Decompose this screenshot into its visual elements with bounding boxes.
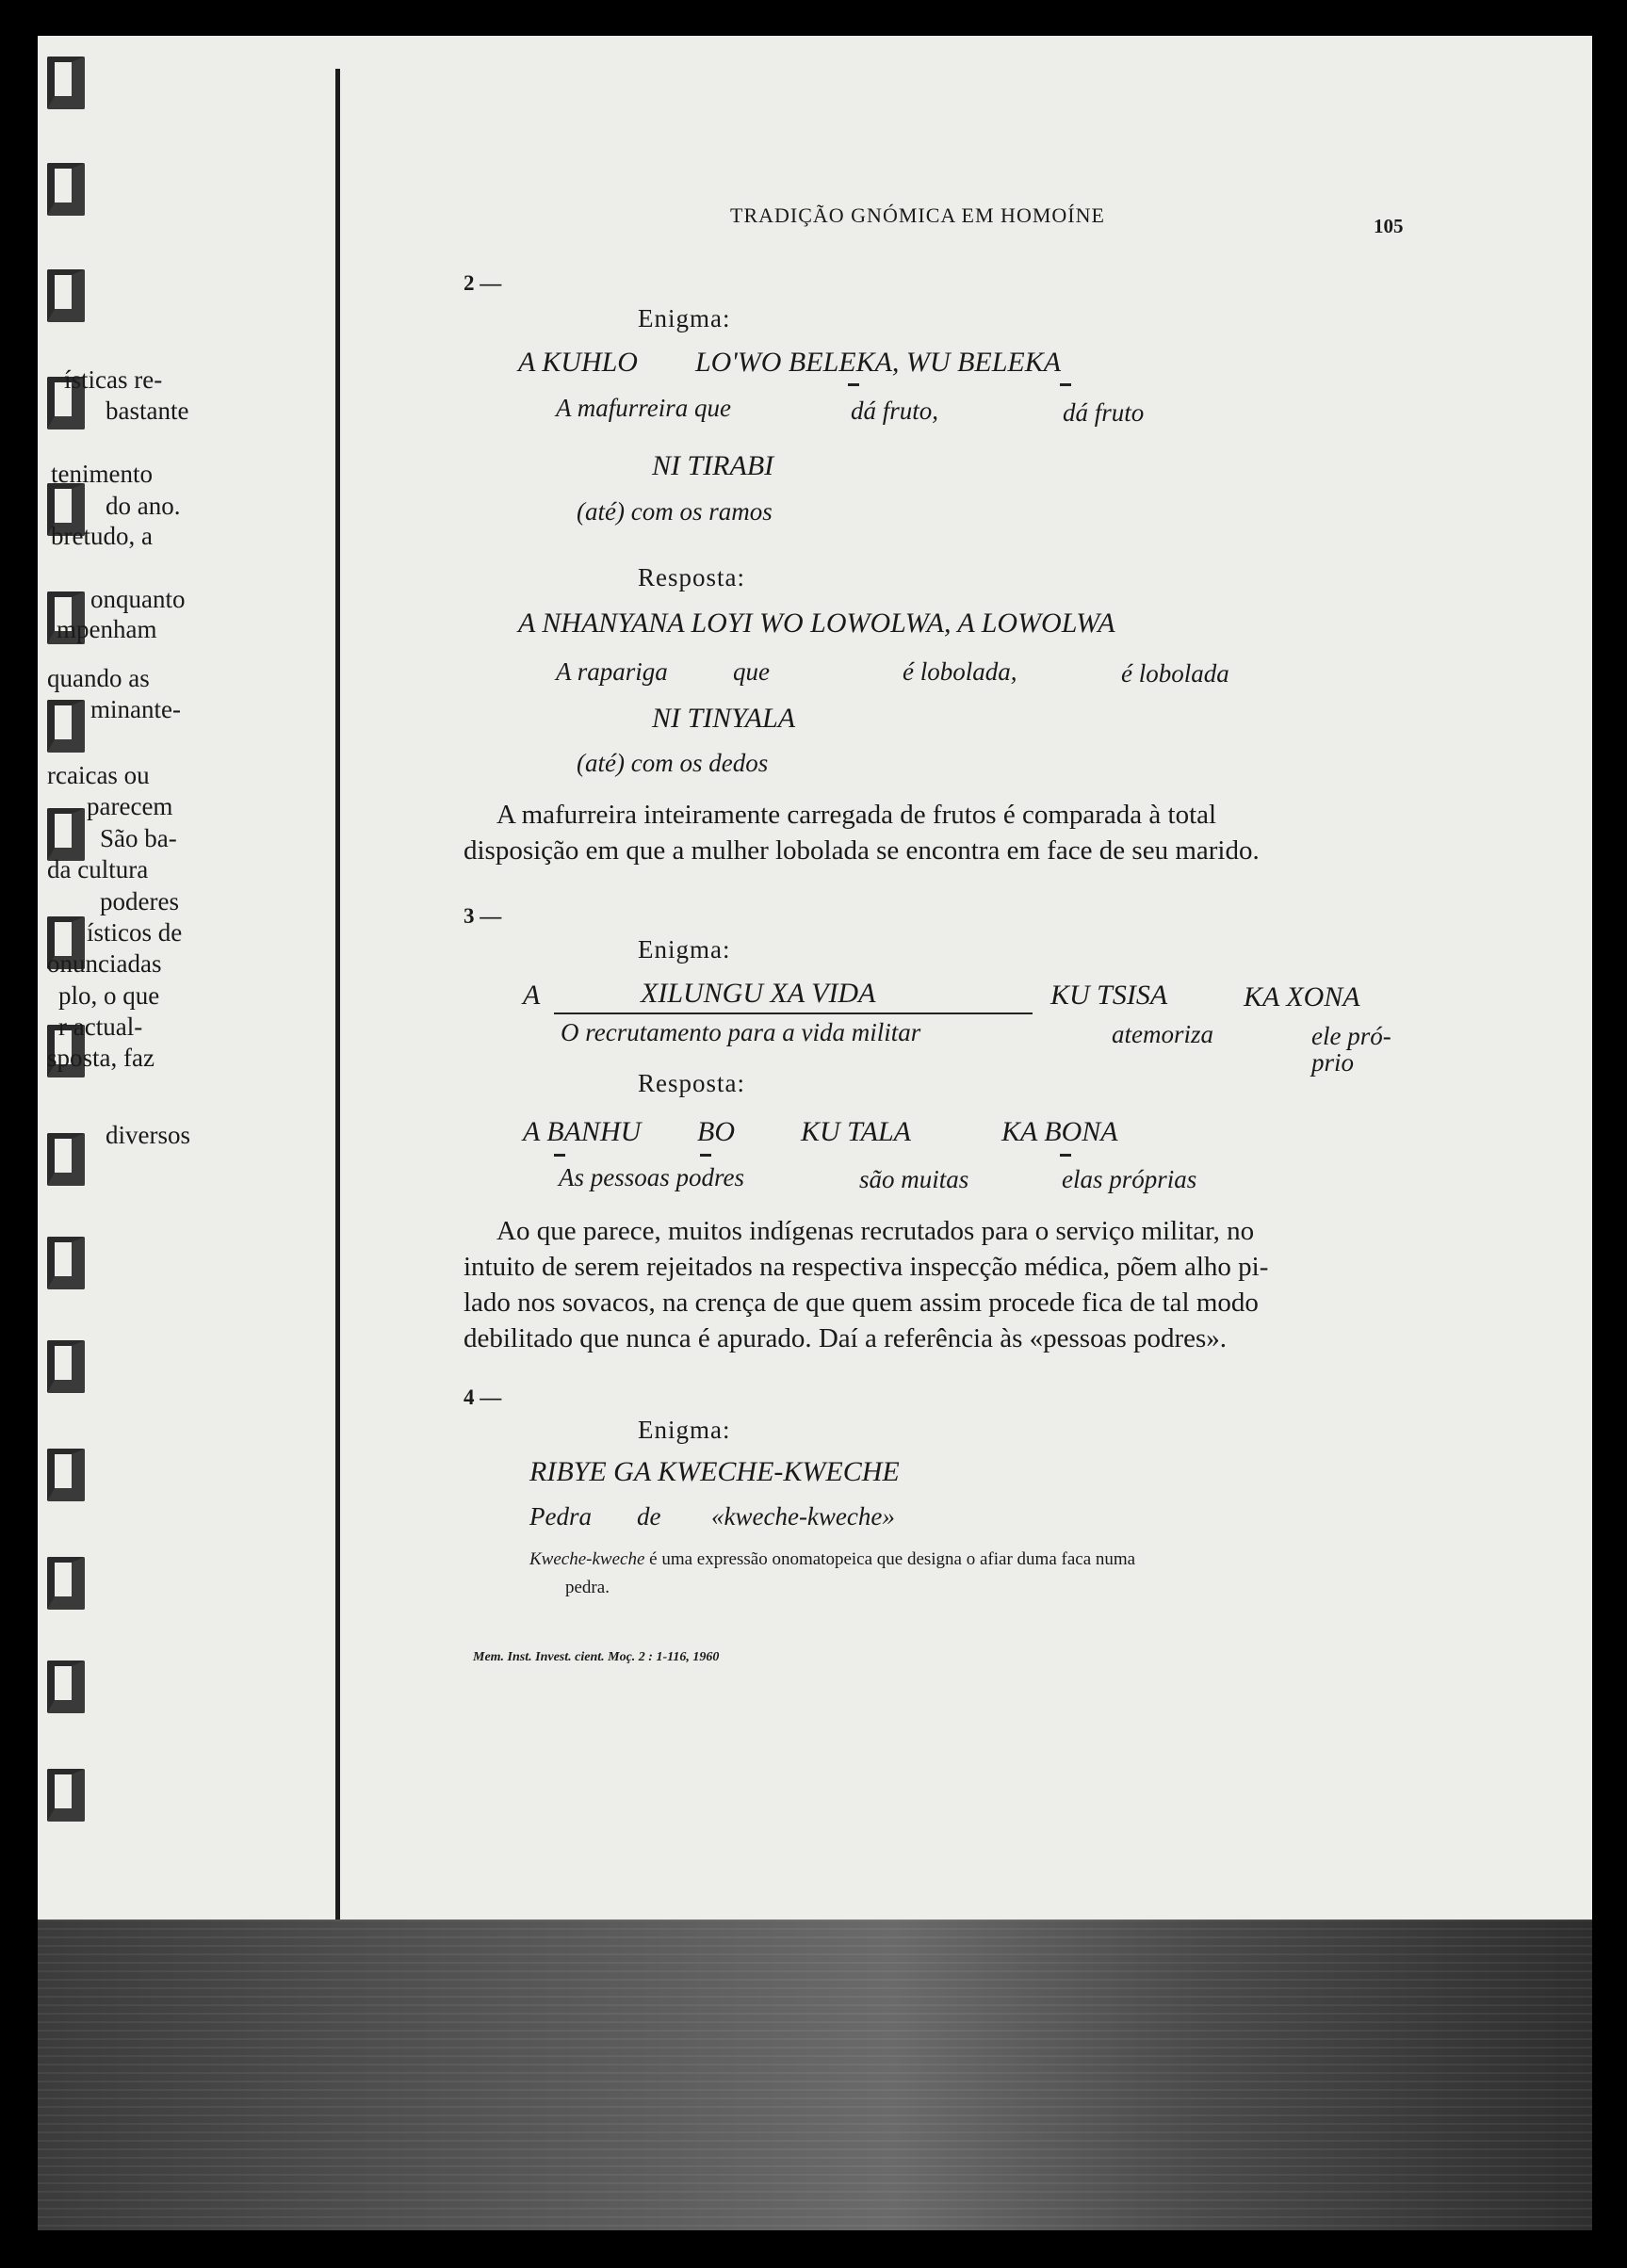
left-fragment: mpenham <box>57 615 157 643</box>
macron-mark <box>848 383 859 386</box>
underline-rule <box>554 1012 1033 1014</box>
binding-clip-icon <box>47 700 85 753</box>
left-fragment: rcaicas ou <box>47 761 150 789</box>
enigma-text: XILUNGU XA VIDA <box>641 978 876 1009</box>
macron-mark <box>554 1154 565 1157</box>
page-number: 105 <box>1374 215 1404 237</box>
commentary-line: debilitado que nunca é apurado. Daí a referência às «pessoas podres». <box>464 1323 1228 1353</box>
binding-clip-icon <box>47 57 85 109</box>
enigma-text: LO'WO BELEKA, WU BELEKA <box>695 347 1062 378</box>
binding-clip-icon <box>47 1660 85 1713</box>
binding-clip-icon <box>47 1557 85 1610</box>
translation-text: prio <box>1311 1048 1355 1077</box>
left-fragment: diversos <box>106 1121 190 1149</box>
macron-mark <box>1060 1154 1071 1157</box>
running-header: TRADIÇÃO GNÓMICA EM HOMOÍNE <box>730 203 1105 227</box>
left-fragment: ísticos de <box>87 918 183 947</box>
left-fragment: minante- <box>90 695 181 723</box>
enigma-label: Enigma: <box>638 1416 731 1444</box>
translation-text: que <box>733 657 770 686</box>
translation-text: (até) com os dedos <box>577 749 769 777</box>
translation-text: elas próprias <box>1062 1165 1197 1193</box>
binding-clip-icon <box>47 163 85 216</box>
translation-text: dá fruto <box>1063 398 1145 427</box>
translation-text: Pedra <box>529 1502 592 1531</box>
binding-clip-icon <box>47 1133 85 1186</box>
resposta-text: NI TINYALA <box>652 703 796 734</box>
binding-clip-icon <box>47 1340 85 1393</box>
enigma-text: RIBYE GA KWECHE-KWECHE <box>529 1456 900 1487</box>
commentary-line: intuito de serem rejeitados na respectiva inspecção médica, põem alho pi- <box>464 1252 1269 1282</box>
commentary-line: Ao que parece, muitos indígenas recrutados para o serviço militar, no <box>496 1216 1255 1246</box>
translation-text: é lobolada <box>1121 659 1229 688</box>
left-fragment: onquanto <box>90 585 186 613</box>
left-fragment: tenimento <box>51 460 153 488</box>
left-fragment: São ba- <box>100 824 177 852</box>
left-fragment: r actual- <box>58 1012 143 1041</box>
enigma-text: A <box>523 980 541 1011</box>
binding-clip-icon <box>47 1237 85 1289</box>
enigma-text: KA XONA <box>1244 981 1360 1012</box>
section-number: 2 — <box>464 271 502 295</box>
translation-text: dá fruto, <box>851 397 939 425</box>
translation-text: ele pró- <box>1311 1022 1391 1050</box>
translation-text: «kweche-kweche» <box>711 1502 895 1531</box>
enigma-text: NI TIRABI <box>652 450 774 481</box>
enigma-text: KU TSISA <box>1050 980 1168 1011</box>
translation-text: As pessoas podres <box>559 1163 745 1191</box>
left-fragment: quando as <box>47 664 150 692</box>
resposta-text: A NHANYANA LOYI WO LOWOLWA, A LOWOLWA <box>518 608 1115 639</box>
footnote-text: é uma expressão onomatopeica que designa o afiar duma faca numa <box>644 1549 1136 1569</box>
binding-clip-icon <box>47 269 85 322</box>
resposta-text: A BANHU <box>523 1116 642 1147</box>
commentary-line: disposição em que a mulher lobolada se encontra em face de seu marido. <box>464 835 1260 866</box>
enigma-label: Enigma: <box>638 304 731 332</box>
resposta-label: Resposta: <box>638 1069 745 1097</box>
left-fragment: onunciadas <box>47 949 162 978</box>
binding-clip-icon <box>47 1449 85 1501</box>
left-fragment: bastante <box>106 397 189 425</box>
citation-footer: Mem. Inst. Invest. cient. Moç. 2 : 1-116, 1960 <box>473 1650 720 1664</box>
left-fragment: parecem <box>87 792 173 820</box>
left-fragment: da cultura <box>47 855 149 883</box>
left-fragment: do ano. <box>106 492 181 520</box>
macron-mark <box>700 1154 711 1157</box>
resposta-text: KA BONA <box>1001 1116 1118 1147</box>
translation-text: (até) com os ramos <box>577 497 773 526</box>
footnote-term: Kweche-kweche <box>529 1549 645 1569</box>
translation-text: A rapariga <box>556 657 668 686</box>
resposta-text: KU TALA <box>801 1116 911 1147</box>
page-fold-line <box>335 69 340 2197</box>
translation-text: é lobolada, <box>903 657 1017 686</box>
enigma-label: Enigma: <box>638 935 731 964</box>
left-fragment: bretudo, a <box>51 522 153 550</box>
commentary-line: lado nos sovacos, na crença de que quem assim procede fica de tal modo <box>464 1288 1259 1318</box>
left-fragment: sposta, faz <box>47 1044 155 1072</box>
scanner-artifact-band <box>38 1920 1592 2230</box>
left-fragment: poderes <box>100 887 179 915</box>
footnote-line <box>529 1549 1135 1570</box>
section-number: 4 — <box>464 1385 502 1409</box>
footnote-line: pedra. <box>565 1578 610 1597</box>
macron-mark <box>1060 383 1071 386</box>
left-fragment: ísticas re- <box>64 365 163 394</box>
translation-text: atemoriza <box>1112 1020 1213 1048</box>
section-number: 3 — <box>464 904 502 928</box>
translation-text: A mafurreira que <box>556 394 731 422</box>
enigma-text: A KUHLO <box>518 347 638 378</box>
left-fragment: plo, o que <box>58 981 160 1010</box>
translation-text: O recrutamento para a vida militar <box>561 1018 921 1046</box>
binding-clip-icon <box>47 808 85 861</box>
scanned-page <box>38 36 1592 2230</box>
resposta-label: Resposta: <box>638 563 745 591</box>
resposta-text: BO <box>697 1116 735 1147</box>
commentary-line: A mafurreira inteiramente carregada de frutos é comparada à total <box>496 800 1217 830</box>
translation-text: de <box>637 1502 661 1531</box>
binding-clip-icon <box>47 1769 85 1822</box>
translation-text: são muitas <box>859 1165 969 1193</box>
